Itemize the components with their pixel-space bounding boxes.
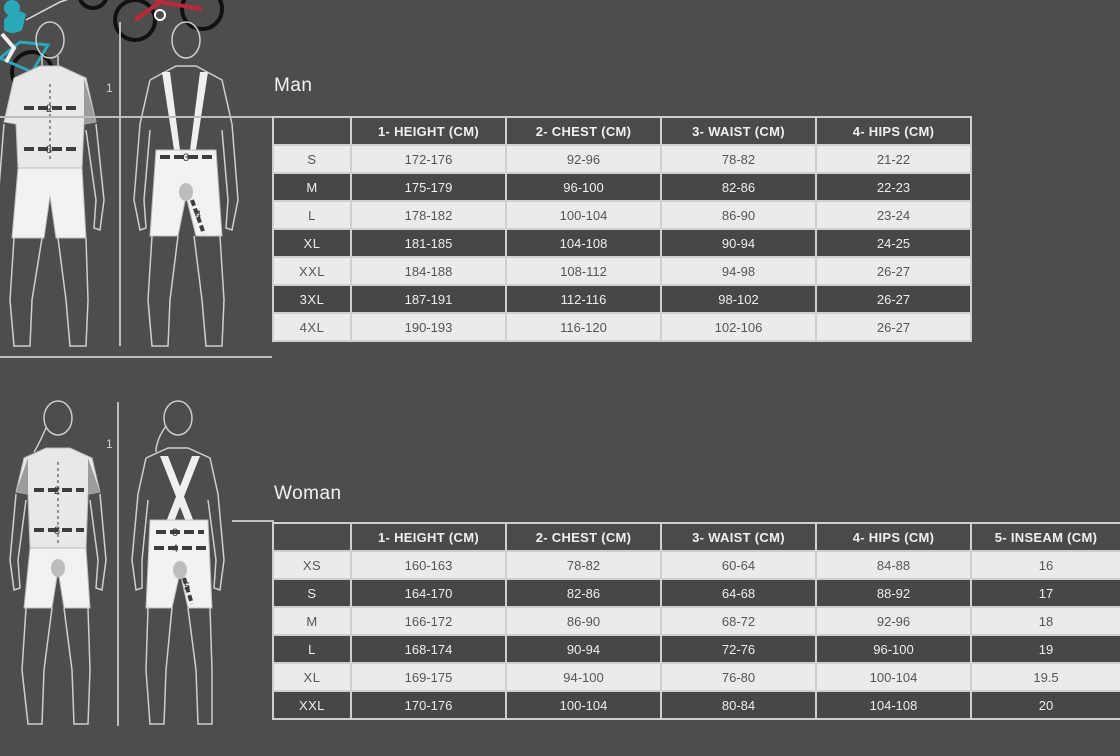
table-row <box>273 579 1120 607</box>
woman-height-rule <box>106 402 118 726</box>
woman-column-header: 1- HEIGHT (CM) <box>351 523 506 551</box>
woman-height-marker: 1 <box>106 437 113 451</box>
woman-back-figure <box>132 401 224 724</box>
woman-size-header <box>273 523 351 551</box>
man-header-row <box>273 117 971 145</box>
man-column-header: 4- HIPS (CM) <box>816 117 971 145</box>
woman-chest-marker: 2 <box>54 485 61 497</box>
man-size-table <box>272 116 972 342</box>
woman-column-header: 5- INSEAM (CM) <box>971 523 1120 551</box>
measurement-cell: 92-96 <box>506 145 661 173</box>
table-row <box>273 691 1120 719</box>
woman-header-row <box>273 523 1120 551</box>
man-back-waist-marker: 3 <box>183 152 190 164</box>
man-divider-line <box>0 356 272 358</box>
table-row <box>273 145 971 173</box>
measurement-cell: 78-82 <box>506 551 661 579</box>
table-row <box>273 229 971 257</box>
woman-waist-marker: 3 <box>54 525 61 537</box>
measurement-cell: 104-108 <box>816 691 971 719</box>
measurement-cell: 98-102 <box>661 285 816 313</box>
measurement-cell: 90-94 <box>661 229 816 257</box>
man-size-header <box>273 117 351 145</box>
measurement-cell: 178-182 <box>351 201 506 229</box>
man-column-header: 2- CHEST (CM) <box>506 117 661 145</box>
measurement-cell: 160-163 <box>351 551 506 579</box>
size-label-cell: 3XL <box>273 285 351 313</box>
measurement-cell: 23-24 <box>816 201 971 229</box>
measurement-cell: 108-112 <box>506 257 661 285</box>
man-back-figure <box>134 22 238 346</box>
table-row <box>273 663 1120 691</box>
size-label-cell: L <box>273 635 351 663</box>
size-label-cell: S <box>273 579 351 607</box>
measurement-cell: 96-100 <box>816 635 971 663</box>
measurement-cell: 116-120 <box>506 313 661 341</box>
measurement-cell: 16 <box>971 551 1120 579</box>
measurement-cell: 22-23 <box>816 173 971 201</box>
table-row <box>273 607 1120 635</box>
man-hips-marker: 4 <box>195 209 202 221</box>
man-header-line <box>0 116 272 118</box>
measurement-cell: 84-88 <box>816 551 971 579</box>
measurement-cell: 100-104 <box>816 663 971 691</box>
measurement-cell: 181-185 <box>351 229 506 257</box>
measurement-cell: 190-193 <box>351 313 506 341</box>
measurement-cell: 170-176 <box>351 691 506 719</box>
table-row <box>273 173 971 201</box>
measurement-cell: 72-76 <box>661 635 816 663</box>
measurement-cell: 166-172 <box>351 607 506 635</box>
size-label-cell: M <box>273 607 351 635</box>
man-column-header: 1- HEIGHT (CM) <box>351 117 506 145</box>
size-label-cell: L <box>273 201 351 229</box>
woman-inseam-marker: 5 <box>184 581 191 593</box>
size-label-cell: 4XL <box>273 313 351 341</box>
measurement-cell: 100-104 <box>506 691 661 719</box>
man-chest-marker: 2 <box>46 103 53 115</box>
size-label-cell: XXL <box>273 691 351 719</box>
measurement-cell: 112-116 <box>506 285 661 313</box>
size-label-cell: S <box>273 145 351 173</box>
size-label-cell: XXL <box>273 257 351 285</box>
measurement-cell: 26-27 <box>816 257 971 285</box>
table-row <box>273 201 971 229</box>
woman-divider-line <box>232 520 274 522</box>
measurement-cell: 169-175 <box>351 663 506 691</box>
measurement-cell: 64-68 <box>661 579 816 607</box>
measurement-cell: 26-27 <box>816 285 971 313</box>
table-row <box>273 551 1120 579</box>
measurement-cell: 164-170 <box>351 579 506 607</box>
measurement-cell: 86-90 <box>661 201 816 229</box>
measurement-cell: 100-104 <box>506 201 661 229</box>
measurement-cell: 96-100 <box>506 173 661 201</box>
measurement-cell: 102-106 <box>661 313 816 341</box>
measurement-cell: 88-92 <box>816 579 971 607</box>
size-label-cell: XL <box>273 229 351 257</box>
size-label-cell: XL <box>273 663 351 691</box>
size-label-cell: M <box>273 173 351 201</box>
measurement-cell: 94-98 <box>661 257 816 285</box>
measurement-cell: 21-22 <box>816 145 971 173</box>
woman-hips-marker: 4 <box>172 543 179 555</box>
man-height-rule <box>106 22 120 346</box>
table-row <box>273 257 971 285</box>
measurement-cell: 19.5 <box>971 663 1120 691</box>
woman-section-title: Woman <box>274 483 342 504</box>
woman-front-figure <box>10 401 106 724</box>
measurement-cell: 68-72 <box>661 607 816 635</box>
woman-back-waist-marker: 3 <box>172 527 179 539</box>
measurement-cell: 18 <box>971 607 1120 635</box>
measurement-cell: 76-80 <box>661 663 816 691</box>
man-height-marker: 1 <box>106 81 113 95</box>
measurement-cell: 82-86 <box>661 173 816 201</box>
size-label-cell: XS <box>273 551 351 579</box>
table-row <box>273 285 971 313</box>
man-section-title: Man <box>274 75 313 96</box>
measurement-cell: 187-191 <box>351 285 506 313</box>
measurement-cell: 184-188 <box>351 257 506 285</box>
measurement-cell: 86-90 <box>506 607 661 635</box>
measurement-cell: 19 <box>971 635 1120 663</box>
woman-column-header: 3- WAIST (CM) <box>661 523 816 551</box>
measurement-cell: 172-176 <box>351 145 506 173</box>
measurement-cell: 168-174 <box>351 635 506 663</box>
man-front-figure <box>0 22 104 346</box>
measurement-cell: 24-25 <box>816 229 971 257</box>
measurement-cell: 20 <box>971 691 1120 719</box>
measurement-cell: 60-64 <box>661 551 816 579</box>
measurement-cell: 92-96 <box>816 607 971 635</box>
woman-column-header: 4- HIPS (CM) <box>816 523 971 551</box>
woman-size-table <box>272 522 1120 720</box>
man-waist-marker: 3 <box>46 144 53 156</box>
woman-column-header: 2- CHEST (CM) <box>506 523 661 551</box>
table-row <box>273 313 971 341</box>
measurement-cell: 94-100 <box>506 663 661 691</box>
measurement-cell: 80-84 <box>661 691 816 719</box>
measurement-cell: 78-82 <box>661 145 816 173</box>
measurement-cell: 26-27 <box>816 313 971 341</box>
table-row <box>273 635 1120 663</box>
measurement-cell: 90-94 <box>506 635 661 663</box>
body-figures <box>0 0 270 756</box>
measurement-cell: 17 <box>971 579 1120 607</box>
measurement-cell: 82-86 <box>506 579 661 607</box>
man-column-header: 3- WAIST (CM) <box>661 117 816 145</box>
measurement-cell: 104-108 <box>506 229 661 257</box>
measurement-cell: 175-179 <box>351 173 506 201</box>
